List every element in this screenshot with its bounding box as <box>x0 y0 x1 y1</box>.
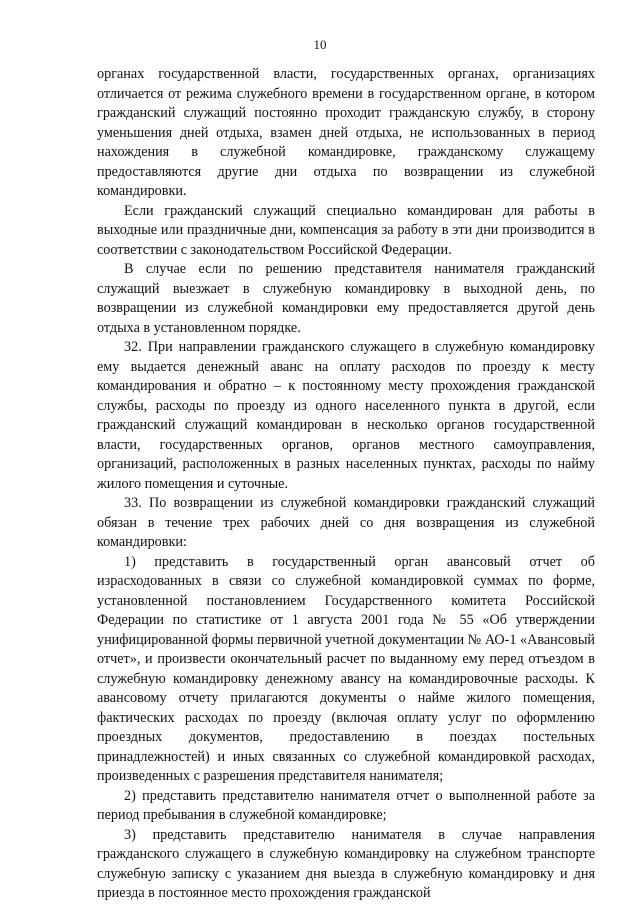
paragraph-weekend-work: Если гражданский служащий специально командирован для работы в выходные или праздничные дни, компенсация за работу в эти дни производится в соответствии с законодательством Российской Федерации. <box>97 202 595 258</box>
paragraph-continuation: органах государственной власти, государственных органах, организациях отличается от режима служебного времени в государственном органе, в котором гражданский служащий постоянно проходит гражданскую службу, в сторону уменьшения дней отдыха, взамен дней отдыха, не использованных в период нахождения в служебной командировке, гражданскому служащему предоставляются другие дни отдыха по возвращении из служебной командировки. <box>97 66 595 199</box>
paragraph-item-32: 32. При направлении гражданского служащего в служебную командировку ему выдается денежный аванс на оплату расходов по проезду к месту командирования и обратно – к постоянному месту прохождения гражданской службы, расходы по проезду из одного населенного пункта в другой, если гражданский служащий командирован в несколько органов государственной власти, государственных органов, органов местного самоуправления, организаций, расположенных в разных населенных пунктах, расходы по найму жилого помещения и суточные. <box>97 339 595 492</box>
page-number: 10 <box>313 37 327 52</box>
paragraph-subitem-1: 1) представить в государственный орган авансовый отчет об израсходованных в связи со служебной командировкой суммах по форме, установленной постановлением Государственного комитета Российской Федерации по статистике от 1 августа 2001 года № 55 «Об утверждении унифицированной формы первичной учетной документации № АО-1 «Авансовый отчет», и произвести окончательный расчет по выданному ему перед отъездом в служебную командировку денежному авансу на командировочные расходы. К авансовому отчету прилагаются документы о найме жилого помещения, фактических расходах по проезду (включая оплату услуг по оформлению проездных документов, предоставлению в поездах постельных принадлежностей) и иных связанных со служебной командировкой расходах, произведенных с разрешения представителя нанимателя; <box>97 553 595 784</box>
paragraph-weekend-departure: В случае если по решению представителя нанимателя гражданский служащий выезжает в служебную командировку в выходной день, по возвращении из служебной командировки ему предоставляется другой день отдыха в установленном порядке. <box>97 261 595 336</box>
paragraph-subitem-2: 2) представить представителю нанимателя отчет о выполненной работе за период пребывания в служебной командировке; <box>97 787 595 823</box>
paragraph-item-33: 33. По возвращении из служебной командировки гражданский служащий обязан в течение трех рабочих дней со дня возвращения из служебной командировки: <box>97 495 595 550</box>
paragraph-subitem-3: 3) представить представителю нанимателя в случае направления гражданского служащего в служебную командировку на служебном транспорте служебную записку с указанием дня выезда в служебную командировку и дня приезда в постоянное место прохождения гражданской <box>97 826 595 901</box>
document-body <box>97 65 595 904</box>
